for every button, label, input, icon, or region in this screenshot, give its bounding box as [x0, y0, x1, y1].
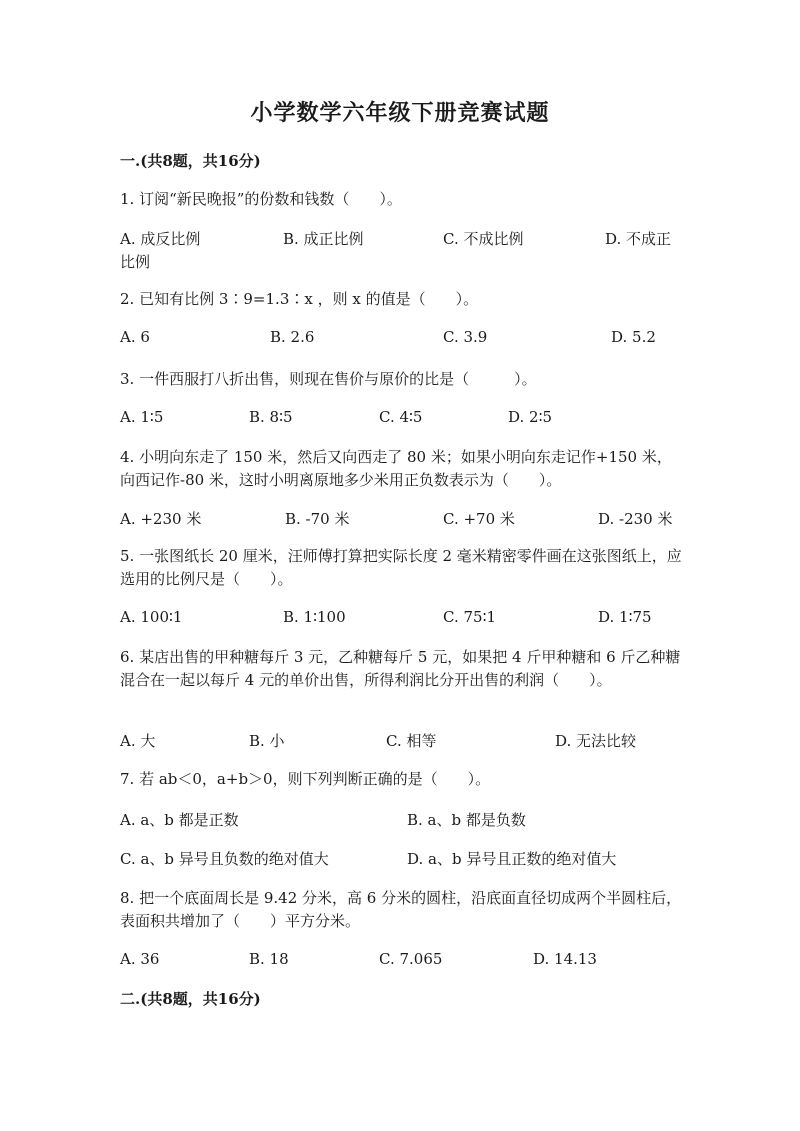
question-4-option-a: A. +230 米 — [120, 510, 202, 528]
question-6-option-d: D. 无法比较 — [555, 732, 637, 750]
question-1-option-a: A. 成反比例 — [120, 230, 201, 248]
question-3-option-b: B. 8∶5 — [249, 408, 293, 426]
question-5-option-c: C. 75∶1 — [443, 608, 497, 626]
section-heading-1: 一.(共8题，共16分) — [120, 152, 261, 170]
section-heading-2: 二.(共8题，共16分) — [120, 990, 261, 1008]
question-7-option-d: D. a、b 异号且正数的绝对值大 — [407, 850, 617, 868]
question-4-option-c: C. +70 米 — [443, 510, 515, 528]
question-5-stem: 5. 一张图纸长 20 厘米，汪师傅打算把实际长度 2 毫米精密零件画在这张图纸上，应选用的比例尺是（ ）。 — [120, 547, 682, 588]
question-2-stem: 2. 已知有比例 3∶9=1.3∶x ，则 x 的值是（ ）。 — [120, 290, 479, 308]
question-7-option-a: A. a、b 都是正数 — [120, 811, 239, 829]
question-7-option-b: B. a、b 都是负数 — [407, 811, 526, 829]
question-6-stem: 6. 某店出售的甲种糖每斤 3 元，乙种糖每斤 5 元，如果把 4 斤甲种糖和 6 斤乙种糖混合在一起以每斤 4 元的单价出售，所得利润比分开出售的利润（ ）。 — [120, 648, 681, 689]
question-6-option-a: A. 大 — [120, 732, 156, 750]
question-8-option-c: C. 7.065 — [379, 950, 443, 968]
question-8-stem: 8. 把一个底面周长是 9.42 分米，高 6 分米的圆柱，沿底面直径切成两个半圆柱后，表面积共增加了（ ）平方分米。 — [120, 889, 682, 930]
question-7-option-c: C. a、b 异号且负数的绝对值大 — [120, 850, 329, 868]
question-1-option-d: D. 不成正比例 — [120, 230, 672, 271]
question-2-option-d: D. 5.2 — [611, 328, 656, 346]
question-4-stem: 4. 小明向东走了 150 米，然后又向西走了 80 米；如果小明向东走记作+150 米，向西记作-80 米，这时小明离原地多少米用正负数表示为（ ）。 — [120, 448, 672, 489]
question-4-option-d: D. -230 米 — [598, 510, 673, 528]
question-2-option-c: C. 3.9 — [443, 328, 488, 346]
question-4-option-b: B. -70 米 — [285, 510, 350, 528]
question-1-stem: 1. 订阅“新民晚报”的份数和钱数（ ）。 — [120, 190, 402, 208]
question-7-stem: 7. 若 ab＜0，a+b＞0，则下列判断正确的是（ ）。 — [120, 770, 491, 788]
page-title: 小学数学六年级下册竞赛试题 — [250, 100, 550, 126]
question-3-stem: 3. 一件西服打八折出售，则现在售价与原价的比是（ ）。 — [120, 370, 537, 388]
question-8-option-b: B. 18 — [249, 950, 289, 968]
question-3-option-a: A. 1∶5 — [120, 408, 164, 426]
question-8-option-a: A. 36 — [120, 950, 160, 968]
question-1-option-b: B. 成正比例 — [283, 230, 364, 248]
question-5-option-b: B. 1∶100 — [283, 608, 346, 626]
question-3-option-c: C. 4∶5 — [379, 408, 423, 426]
question-1-option-c: C. 不成比例 — [443, 230, 524, 248]
question-6-option-b: B. 小 — [249, 732, 285, 750]
question-2-option-b: B. 2.6 — [270, 328, 315, 346]
question-6-option-c: C. 相等 — [386, 732, 437, 750]
question-5-option-d: D. 1∶75 — [598, 608, 652, 626]
question-8-option-d: D. 14.13 — [533, 950, 597, 968]
question-3-option-d: D. 2∶5 — [508, 408, 553, 426]
question-5-option-a: A. 100∶1 — [120, 608, 183, 626]
question-2-option-a: A. 6 — [120, 328, 150, 346]
